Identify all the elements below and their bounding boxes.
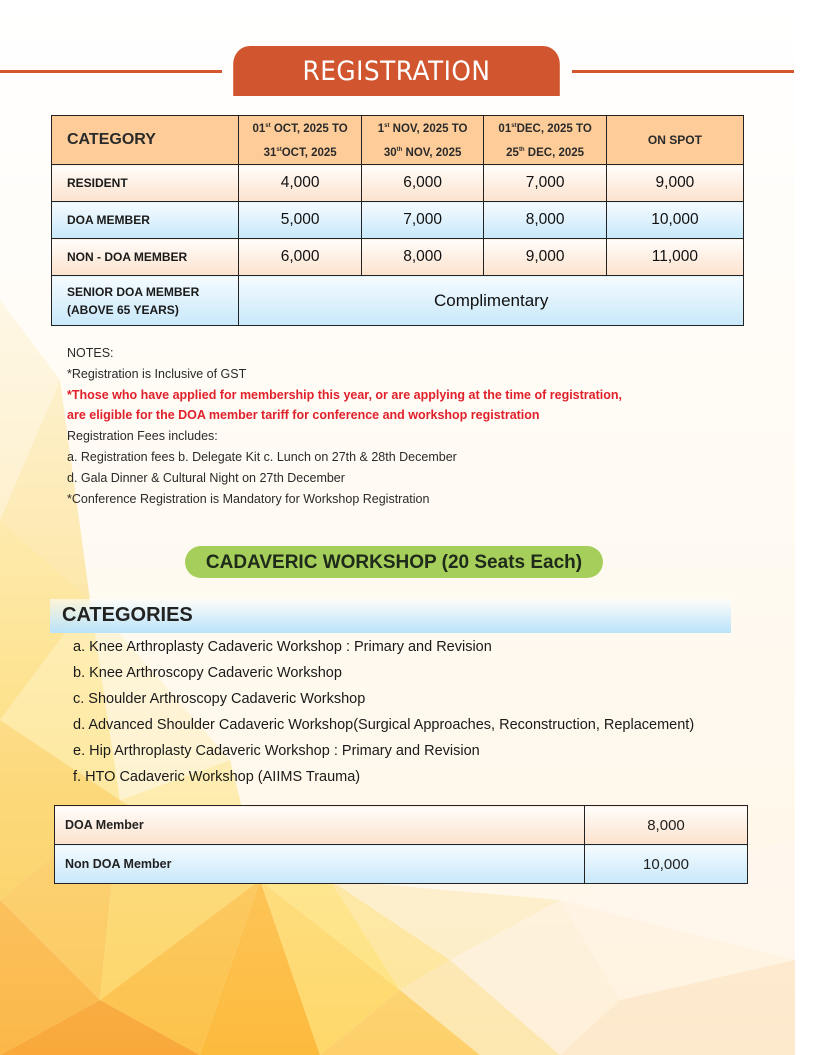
fee-cell: 8,000	[484, 202, 606, 239]
fee-cell: 10,000	[606, 202, 743, 239]
fee-cell: 6,000	[239, 239, 361, 276]
note-includes-heading: Registration Fees includes:	[67, 429, 218, 444]
period-start: 01st OCT, 2025 TO	[252, 123, 348, 135]
note-membership-line2: are eligible for the DOA member tariff for conference and workshop registration	[67, 408, 540, 423]
list-item: f. HTO Cadaveric Workshop (AIIMS Trauma)	[73, 769, 361, 785]
table-row-doa-member	[52, 202, 744, 239]
workshop-title-badge: CADAVERIC WORKSHOP (20 Seats Each)	[185, 546, 603, 578]
list-item: e. Hip Arthroplasty Cadaveric Workshop : Primary and Revision	[73, 743, 480, 759]
fee-cell: 11,000	[606, 239, 743, 276]
table-header-row	[52, 116, 744, 165]
list-item: c. Shoulder Arthroscopy Cadaveric Workshop	[73, 691, 366, 707]
period-end: 30th NOV, 2025	[383, 147, 462, 159]
column-header-on-spot: ON SPOT	[606, 116, 743, 165]
table-row-doa-member	[55, 806, 748, 845]
row-label-line1: SENIOR DOA MEMBER	[67, 284, 200, 299]
categories-heading: CATEGORIES	[62, 604, 193, 626]
column-header-period-dec	[484, 116, 606, 165]
fee-cell: 9,000	[484, 239, 606, 276]
fee-cell: 7,000	[484, 165, 606, 202]
fee-cell: 4,000	[239, 165, 361, 202]
list-item: b. Knee Arthroscopy Cadaveric Workshop	[73, 665, 342, 681]
fee-cell: 9,000	[606, 165, 743, 202]
note-mandatory: *Conference Registration is Mandatory for Workshop Registration	[67, 491, 430, 506]
period-end: 31stOCT, 2025	[263, 147, 337, 159]
fee-cell: 8,000	[361, 239, 483, 276]
workshop-categories-list	[73, 634, 694, 790]
complimentary-cell: Complimentary	[239, 276, 744, 326]
row-label-line2: (ABOVE 65 YEARS)	[67, 302, 179, 317]
fee-cell: 10,000	[585, 845, 748, 884]
table-row-non-doa-member	[55, 845, 748, 884]
fee-cell: 8,000	[585, 806, 748, 845]
column-header-period-oct	[239, 116, 361, 165]
fee-cell: 7,000	[361, 202, 483, 239]
note-includes-line1: a. Registration fees b. Delegate Kit c. Lunch on 27th & 28th December	[67, 449, 457, 464]
table-row-resident	[52, 165, 744, 202]
categories-heading-bar	[50, 599, 731, 633]
row-label: RESIDENT	[52, 165, 239, 202]
table-row-senior-doa-member	[52, 276, 744, 326]
header-rule-left	[0, 70, 222, 73]
notes-heading: NOTES:	[67, 346, 114, 360]
table-row-non-doa-member	[52, 239, 744, 276]
row-label: NON - DOA MEMBER	[52, 239, 239, 276]
fee-cell: 5,000	[239, 202, 361, 239]
note-membership-line1: *Those who have applied for membership this year, or are applying at the time of registration,	[67, 387, 622, 402]
period-start: 01stDEC, 2025 TO	[498, 123, 592, 135]
period-end: 25th DEC, 2025	[506, 147, 585, 159]
column-header-period-nov	[361, 116, 483, 165]
note-gst: *Registration is Inclusive of GST	[67, 366, 247, 381]
row-label	[52, 276, 239, 326]
registration-fee-table	[51, 115, 744, 326]
row-label: DOA Member	[55, 806, 585, 845]
notes-section	[67, 343, 622, 509]
fee-cell: 6,000	[361, 165, 483, 202]
list-item: a. Knee Arthroplasty Cadaveric Workshop : Primary and Revision	[73, 639, 492, 655]
column-header-category: CATEGORY	[52, 116, 239, 165]
page-title: REGISTRATION	[233, 46, 560, 96]
note-includes-line2: d. Gala Dinner & Cultural Night on 27th December	[67, 470, 345, 485]
row-label: DOA MEMBER	[52, 202, 239, 239]
workshop-fee-table	[54, 805, 748, 884]
period-start: 1st NOV, 2025 TO	[377, 123, 468, 135]
list-item: d. Advanced Shoulder Cadaveric Workshop(Surgical Approaches, Reconstruction, Replacement)	[73, 717, 695, 733]
row-label: Non DOA Member	[55, 845, 585, 884]
header-rule-right	[572, 70, 794, 73]
